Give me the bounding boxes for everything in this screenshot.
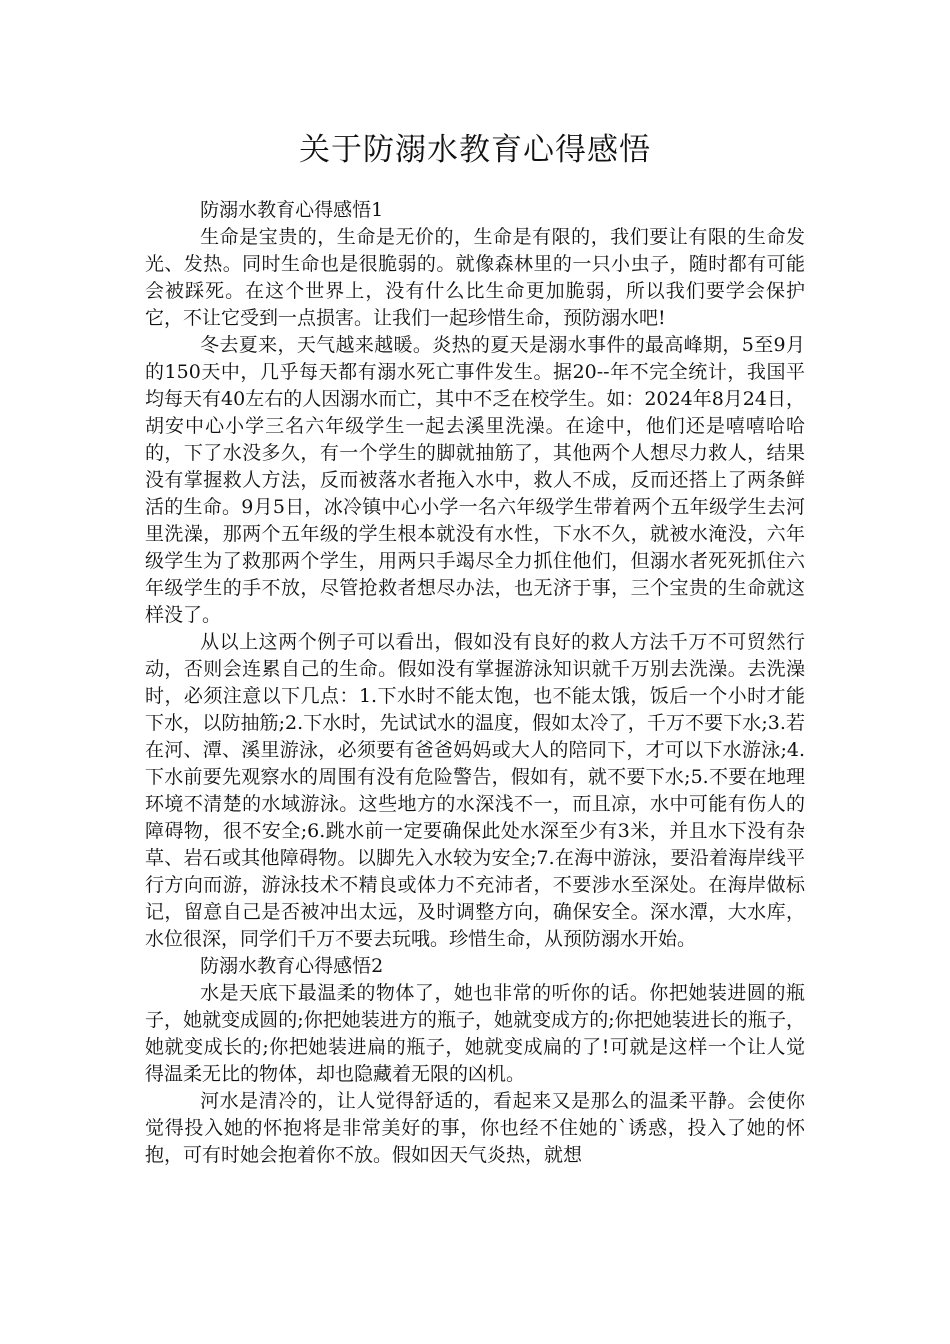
- paragraph: 水是天底下最温柔的物体了，她也非常的听你的话。你把她装进圆的瓶子，她就变成圆的;你把她装进方的瓶子，她就变成方的;你把她装进长的瓶子，她就变成长的;你把她装进扁的瓶子，她就变成扁的了!可就是这样一个让人觉得温柔无比的物体，却也隐藏着无限的凶机。: [145, 982, 805, 1085]
- document-page: [145, 128, 805, 1169]
- section-1: [145, 197, 805, 953]
- paragraph: 生命是宝贵的，生命是无价的，生命是有限的，我们要让有限的生命发光、发热。同时生命也是很脆弱的。就像森林里的一只小虫子，随时都有可能会被踩死。在这个世界上，没有什么比生命更加脆弱，所以我们要学会保护它，不让它受到一点损害。让我们一起珍惜生命，预防溺水吧!: [145, 226, 805, 329]
- section-2: [145, 953, 805, 1169]
- paragraph: 冬去夏来，天气越来越暖。炎热的夏天是溺水事件的最高峰期，5至9月的150天中，几乎每天都有溺水死亡事件发生。据20--年不完全统计，我国平均每天有40左右的人因溺水而亡，其中不乏在校学生。如：2024年8月24日，胡安中心小学三名六年级学生一起去溪里洗澡。在途中，他们还是嘻嘻哈哈的，下了水没多久，有一个学生的脚就抽筋了，其他两个人想尽力救人，结果没有掌握救人方法，反而被落水者拖入水中，救人不成，反而还搭上了两条鲜活的生命。9月5日，冰冷镇中心小学一名六年级学生带着两个五年级学生去河里洗澡，那两个五年级的学生根本就没有水性，下水不久，就被水淹没，六年级学生为了救那两个学生，用两只手竭尽全力抓住他们，但溺水者死死抓住六年级学生的手不放，尽管抢救者想尽办法，也无济于事，三个宝贵的生命就这样没了。: [145, 334, 805, 626]
- paragraph: 从以上这两个例子可以看出，假如没有良好的救人方法千万不可贸然行动，否则会连累自己的生命。假如没有掌握游泳知识就千万别去洗澡。去洗澡时，必须注意以下几点：1.下水时不能太饱，也不能太饿，饭后一个小时才能下水，以防抽筋;2.下水时，先试试水的温度，假如太冷了，千万不要下水;3.若在河、潭、溪里游泳，必须要有爸爸妈妈或大人的陪同下，才可以下水游泳;4.下水前要先观察水的周围有没有危险警告，假如有，就不要下水;5.不要在地理环境不清楚的水域游泳。这些地方的水深浅不一，而且凉，水中可能有伤人的障碍物，很不安全;6.跳水前一定要确保此处水深至少有3米，并且水下没有杂草、岩石或其他障碍物。以脚先入水较为安全;7.在海中游泳，要沿着海岸线平行方向而游，游泳技术不精良或体力不充沛者，不要涉水至深处。在海岸做标记，留意自己是否被冲出太远，及时调整方向，确保安全。深水潭，大水库，水位很深，同学们千万不要去玩哦。珍惜生命，从预防溺水开始。: [145, 631, 805, 950]
- section-heading: 防溺水教育心得感悟1: [200, 199, 384, 221]
- paragraph: 河水是清冷的，让人觉得舒适的，看起来又是那么的温柔平静。会使你觉得投入她的怀抱将是非常美好的事，你也经不住她的`诱惑，投入了她的怀抱，可有时她会抱着你不放。假如因天气炎热，就想: [145, 1090, 805, 1166]
- document-title: 关于防溺水教育心得感悟: [299, 132, 651, 168]
- section-heading: 防溺水教育心得感悟2: [200, 955, 384, 977]
